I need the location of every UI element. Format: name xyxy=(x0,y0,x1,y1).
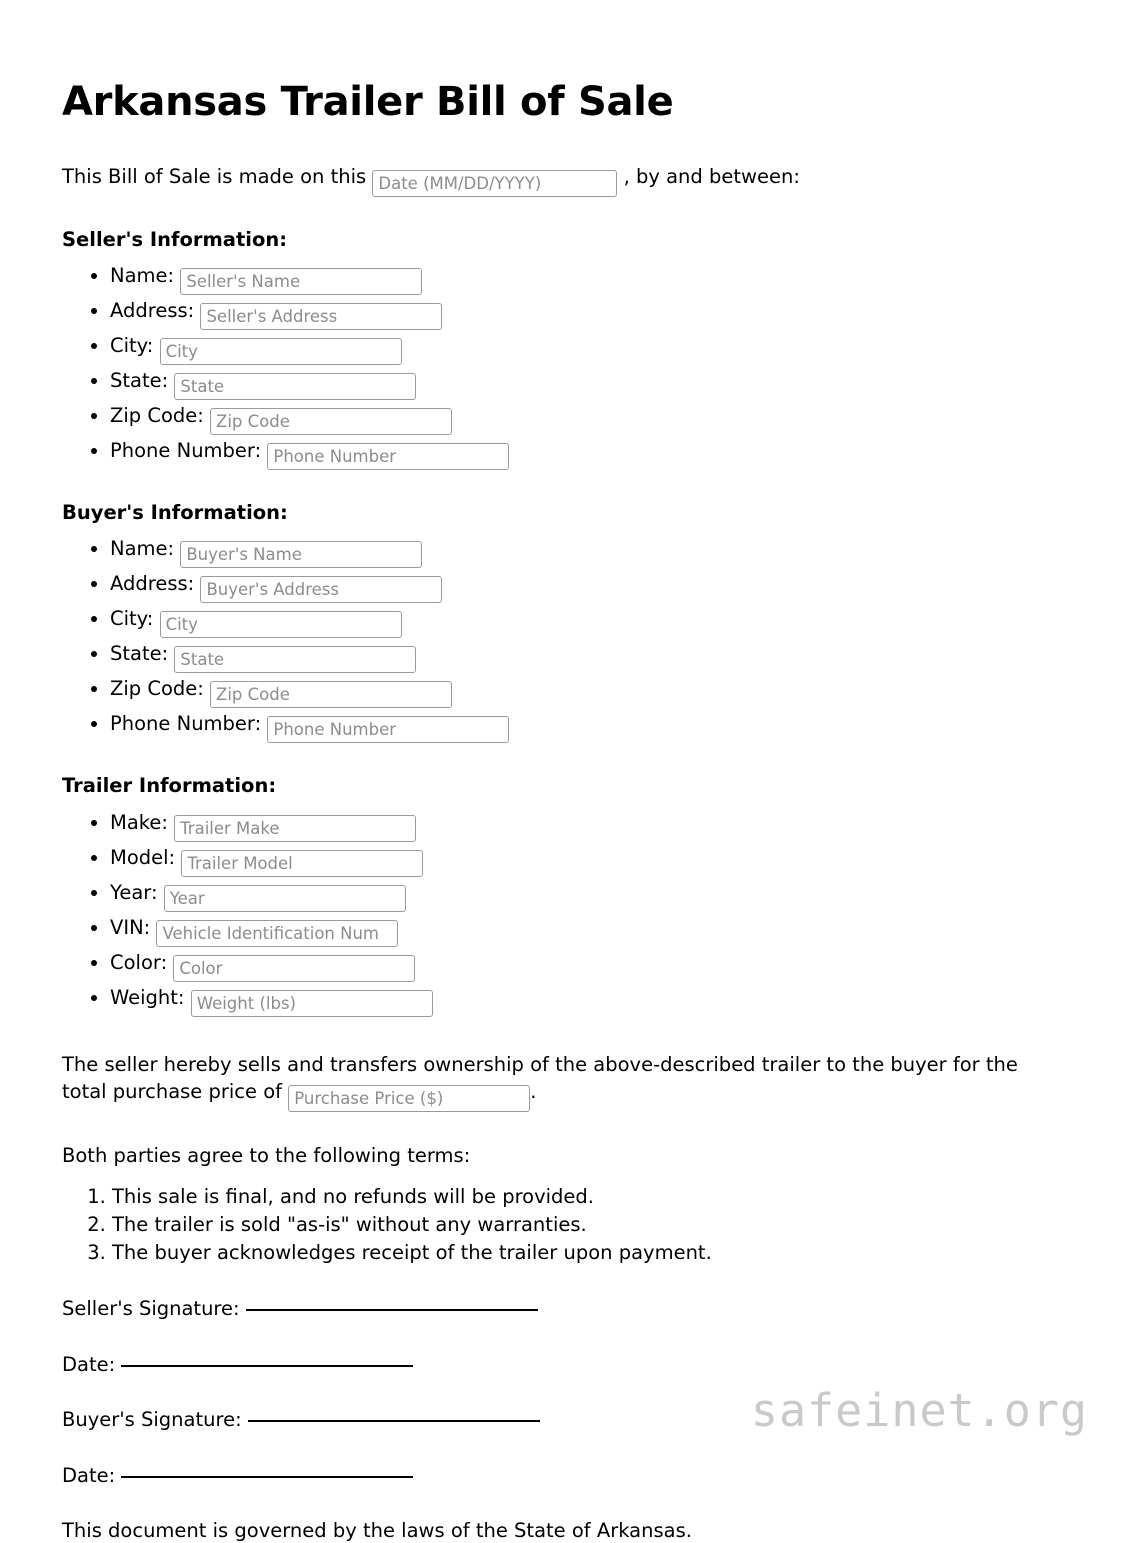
buyer-date-line[interactable] xyxy=(121,1476,413,1478)
trailer-color-input[interactable] xyxy=(173,955,415,982)
buyer-state-input[interactable] xyxy=(174,646,416,673)
intro-text-after: , by and between: xyxy=(623,164,800,188)
buyer-section-heading: Buyer's Information: xyxy=(62,501,288,525)
seller-signature-row xyxy=(62,1296,1062,1321)
seller-name-input[interactable] xyxy=(180,268,422,295)
terms-lead: Both parties agree to the following terms: xyxy=(62,1144,471,1168)
seller-date-row xyxy=(62,1352,1062,1377)
buyer-phone-input[interactable] xyxy=(267,716,509,743)
list-item xyxy=(110,950,1062,982)
list-item xyxy=(110,810,1062,842)
seller-zip-input[interactable] xyxy=(210,408,452,435)
list-item xyxy=(110,336,1062,365)
seller-zip-label: Zip Code: xyxy=(110,404,204,428)
list-item xyxy=(110,915,1062,947)
trailer-field-list xyxy=(62,810,1062,1017)
list-item xyxy=(110,539,1062,568)
trailer-vin-label: VIN: xyxy=(110,915,151,939)
list-item xyxy=(110,644,1062,673)
seller-name-label: Name: xyxy=(110,264,175,288)
seller-date-label: Date: xyxy=(62,1352,116,1376)
buyer-field-list xyxy=(62,539,1062,743)
seller-city-label: City: xyxy=(110,334,154,358)
trailer-color-label: Color: xyxy=(110,950,168,974)
page-title: Arkansas Trailer Bill of Sale xyxy=(62,79,674,125)
buyer-signature-line[interactable] xyxy=(248,1420,540,1422)
trailer-year-input[interactable] xyxy=(164,885,406,912)
seller-signature-line[interactable] xyxy=(246,1309,538,1311)
seller-field-list xyxy=(62,266,1062,470)
buyer-name-input[interactable] xyxy=(180,541,422,568)
buyer-city-input[interactable] xyxy=(160,611,402,638)
list-item xyxy=(110,714,1062,743)
list-item xyxy=(110,679,1062,708)
trailer-year-label: Year: xyxy=(110,880,158,904)
buyer-date-label: Date: xyxy=(62,1463,116,1487)
seller-address-label: Address: xyxy=(110,299,195,323)
list-item: 2. The trailer is sold "as-is" without any warranties. xyxy=(112,1211,1062,1239)
buyer-name-label: Name: xyxy=(110,537,175,561)
seller-date-line[interactable] xyxy=(121,1365,413,1367)
buyer-state-label: State: xyxy=(110,642,169,666)
trailer-vin-input[interactable] xyxy=(156,920,398,947)
seller-state-label: State: xyxy=(110,369,169,393)
seller-signature-label: Seller's Signature: xyxy=(62,1297,240,1321)
sale-date-input[interactable] xyxy=(372,170,617,197)
buyer-zip-label: Zip Code: xyxy=(110,677,204,701)
buyer-phone-label: Phone Number: xyxy=(110,712,262,736)
list-item xyxy=(110,985,1062,1017)
trailer-model-input[interactable] xyxy=(181,850,423,877)
intro-paragraph xyxy=(62,163,1062,197)
seller-city-input[interactable] xyxy=(160,338,402,365)
trailer-make-input[interactable] xyxy=(174,815,416,842)
buyer-address-input[interactable] xyxy=(200,576,442,603)
governing-law-text: This document is governed by the laws of the State of Arkansas. xyxy=(62,1518,692,1542)
list-item xyxy=(110,845,1062,877)
list-item xyxy=(110,406,1062,435)
terms-list xyxy=(62,1183,1062,1266)
list-item xyxy=(110,266,1062,295)
trailer-make-label: Make: xyxy=(110,810,168,834)
buyer-address-label: Address: xyxy=(110,572,195,596)
seller-address-input[interactable] xyxy=(200,303,442,330)
trailer-model-label: Model: xyxy=(110,845,176,869)
trailer-section-heading: Trailer Information: xyxy=(62,774,277,798)
buyer-date-row xyxy=(62,1463,1062,1488)
transfer-text-before: The seller hereby sells and transfers ownership of the above-described trailer to the buyer for the total purchase price of xyxy=(62,1052,1018,1104)
intro-text-before: This Bill of Sale is made on this xyxy=(62,164,367,188)
trailer-weight-label: Weight: xyxy=(110,985,185,1009)
transfer-paragraph xyxy=(62,1051,1062,1112)
list-item xyxy=(110,371,1062,400)
list-item xyxy=(110,441,1062,470)
seller-section-heading: Seller's Information: xyxy=(62,227,288,251)
purchase-price-input[interactable] xyxy=(288,1085,530,1112)
list-item xyxy=(110,609,1062,638)
buyer-city-label: City: xyxy=(110,607,154,631)
buyer-zip-input[interactable] xyxy=(210,681,452,708)
seller-phone-label: Phone Number: xyxy=(110,439,262,463)
site-watermark: safeinet.org xyxy=(750,1384,1088,1437)
seller-phone-input[interactable] xyxy=(267,443,509,470)
list-item xyxy=(110,301,1062,330)
trailer-weight-input[interactable] xyxy=(191,990,433,1017)
list-item: 1. This sale is final, and no refunds will be provided. xyxy=(112,1183,1062,1211)
list-item: 3. The buyer acknowledges receipt of the trailer upon payment. xyxy=(112,1239,1062,1267)
transfer-text-after: . xyxy=(530,1080,537,1104)
list-item xyxy=(110,574,1062,603)
seller-state-input[interactable] xyxy=(174,373,416,400)
buyer-signature-label: Buyer's Signature: xyxy=(62,1408,242,1432)
list-item xyxy=(110,880,1062,912)
